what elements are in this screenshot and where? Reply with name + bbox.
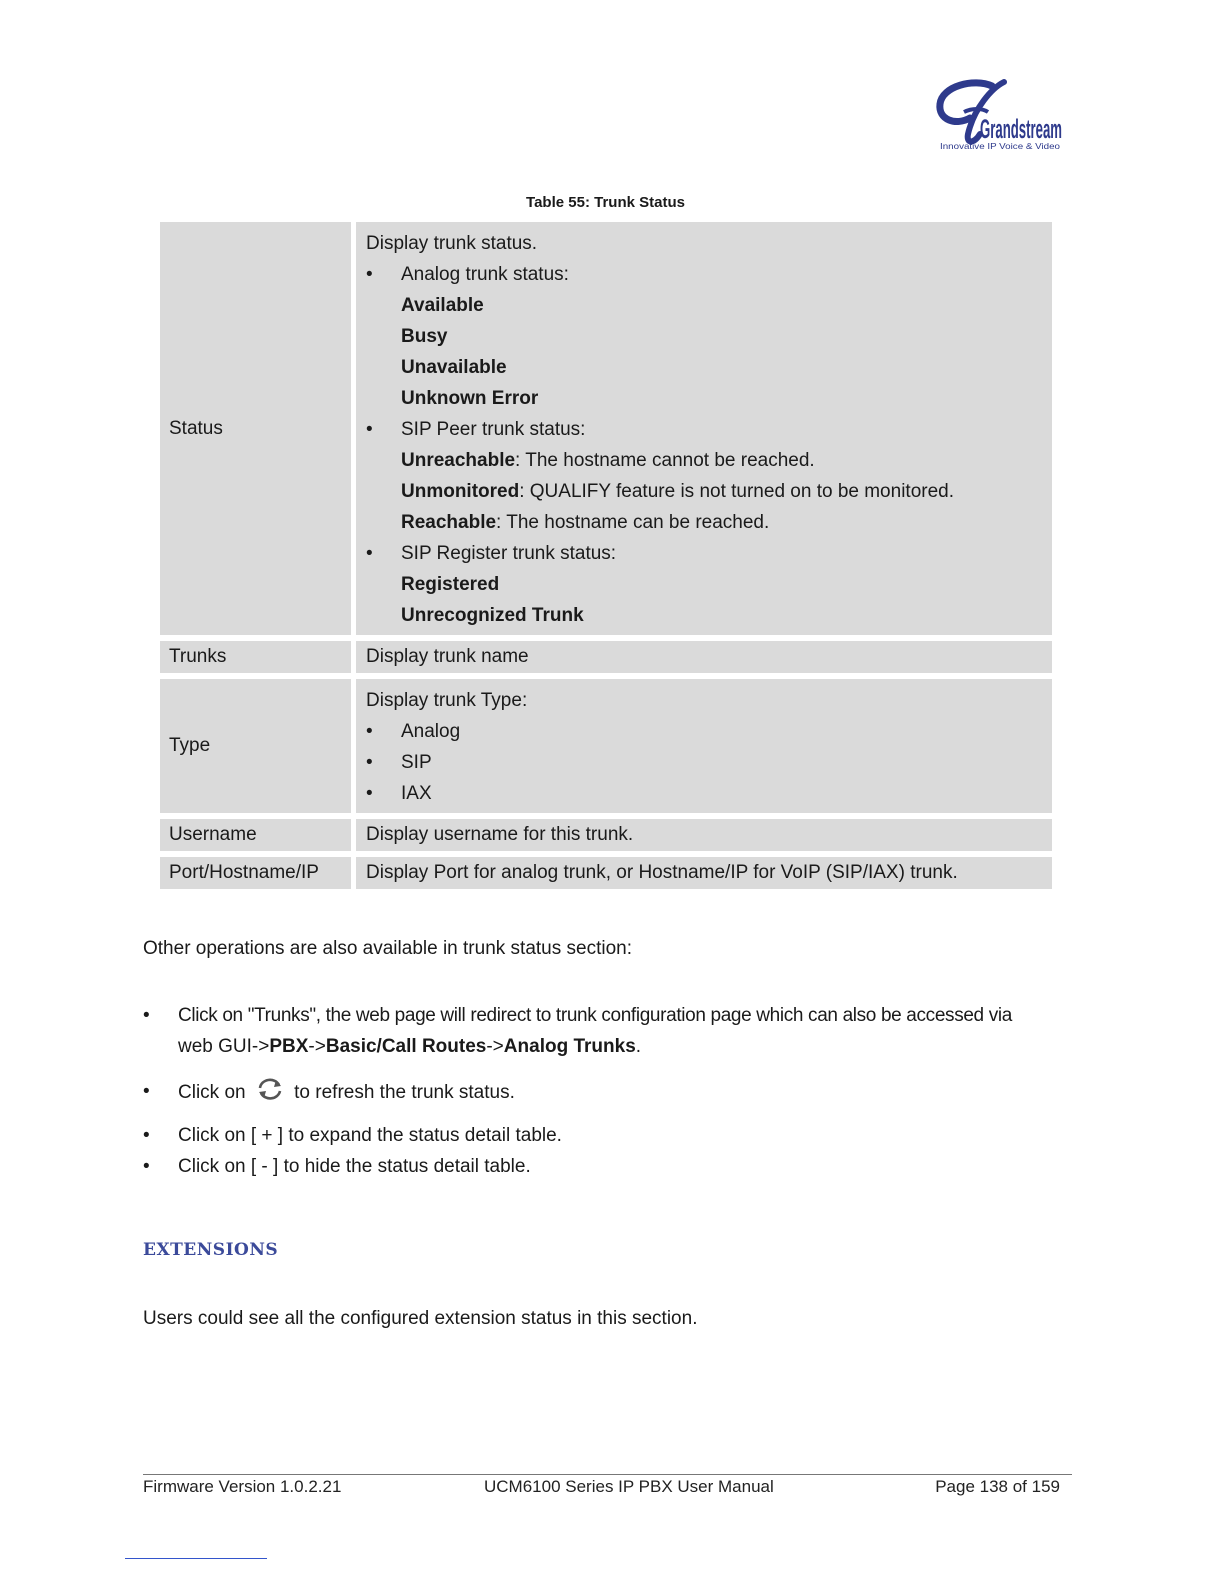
sip-register-value: Registered [401,574,500,595]
list-item: • Click on [ + ] to expand the status detail table. [143,1125,562,1146]
grandstream-logo [934,78,1064,154]
list-item: • Click on "Trunks", the web page will redirect to trunk configuration page which can also be accessed via web GUI->PBX->Basic/Call Routes->Analog Trunks. [143,1005,1012,1057]
refresh-icon [255,1076,285,1113]
link-underline [125,1558,267,1559]
sip-register-bullet: • SIP Register trunk status: [366,543,617,564]
logo-wordmark: Grandstream [980,114,1062,144]
list-item: • Click on [ - ] to hide the status detail table. [143,1156,531,1177]
footer-firmware: Firmware Version 1.0.2.21 [143,1477,342,1496]
table-row-trunks [160,641,1052,673]
type-label: Type [160,679,351,813]
extensions-text: Users could see all the configured extension status in this section. [143,1308,698,1329]
table-row-port [160,857,1052,889]
operations-list [143,1000,1012,1182]
analog-value: Unavailable [401,357,507,378]
status-intro: Display trunk status. [366,233,538,254]
list-item: • Click on to refresh the trunk status. [143,1076,1012,1113]
port-description: Display Port for analog trunk, or Hostname/IP for VoIP (SIP/IAX) trunk. [356,857,1052,889]
trunks-description: Display trunk name [356,641,1052,673]
trunks-label: Trunks [160,641,351,673]
table-caption: Table 55: Trunk Status [526,194,685,211]
footer-divider [143,1474,1072,1475]
analog-value: Unknown Error [401,388,539,409]
type-value: • Analog [366,721,461,742]
type-value: • IAX [366,783,432,804]
port-label: Port/Hostname/IP [160,857,351,889]
status-description [356,222,1052,635]
table-row-type [160,679,1052,813]
status-label: Status [160,222,351,635]
analog-value: Busy [401,326,448,347]
logo-tagline: Innovative IP Voice & Video [940,141,1061,151]
section-heading: EXTENSIONS [143,1240,279,1260]
type-description [356,679,1052,813]
trunk-status-table [160,222,1052,895]
type-intro: Display trunk Type: [366,690,528,711]
footer-title: UCM6100 Series IP PBX User Manual [484,1477,774,1496]
sip-peer-value: Unreachable: The hostname cannot be reached. [401,450,815,471]
type-value: • SIP [366,752,432,773]
sip-register-value: Unrecognized Trunk [401,605,584,626]
operations-intro: Other operations are also available in trunk status section: [143,938,632,959]
username-description: Display username for this trunk. [356,819,1052,851]
analog-value: Available [401,295,484,316]
sip-peer-value: Reachable: The hostname can be reached. [401,512,770,533]
table-row-username [160,819,1052,851]
sip-peer-bullet: • SIP Peer trunk status: [366,419,586,440]
sip-peer-value: Unmonitored: QUALIFY feature is not turned on to be monitored. [401,481,955,502]
analog-bullet: • Analog trunk status: [366,264,569,285]
username-label: Username [160,819,351,851]
table-row-status [160,222,1052,635]
footer-page: Page 138 of 159 [935,1477,1060,1496]
